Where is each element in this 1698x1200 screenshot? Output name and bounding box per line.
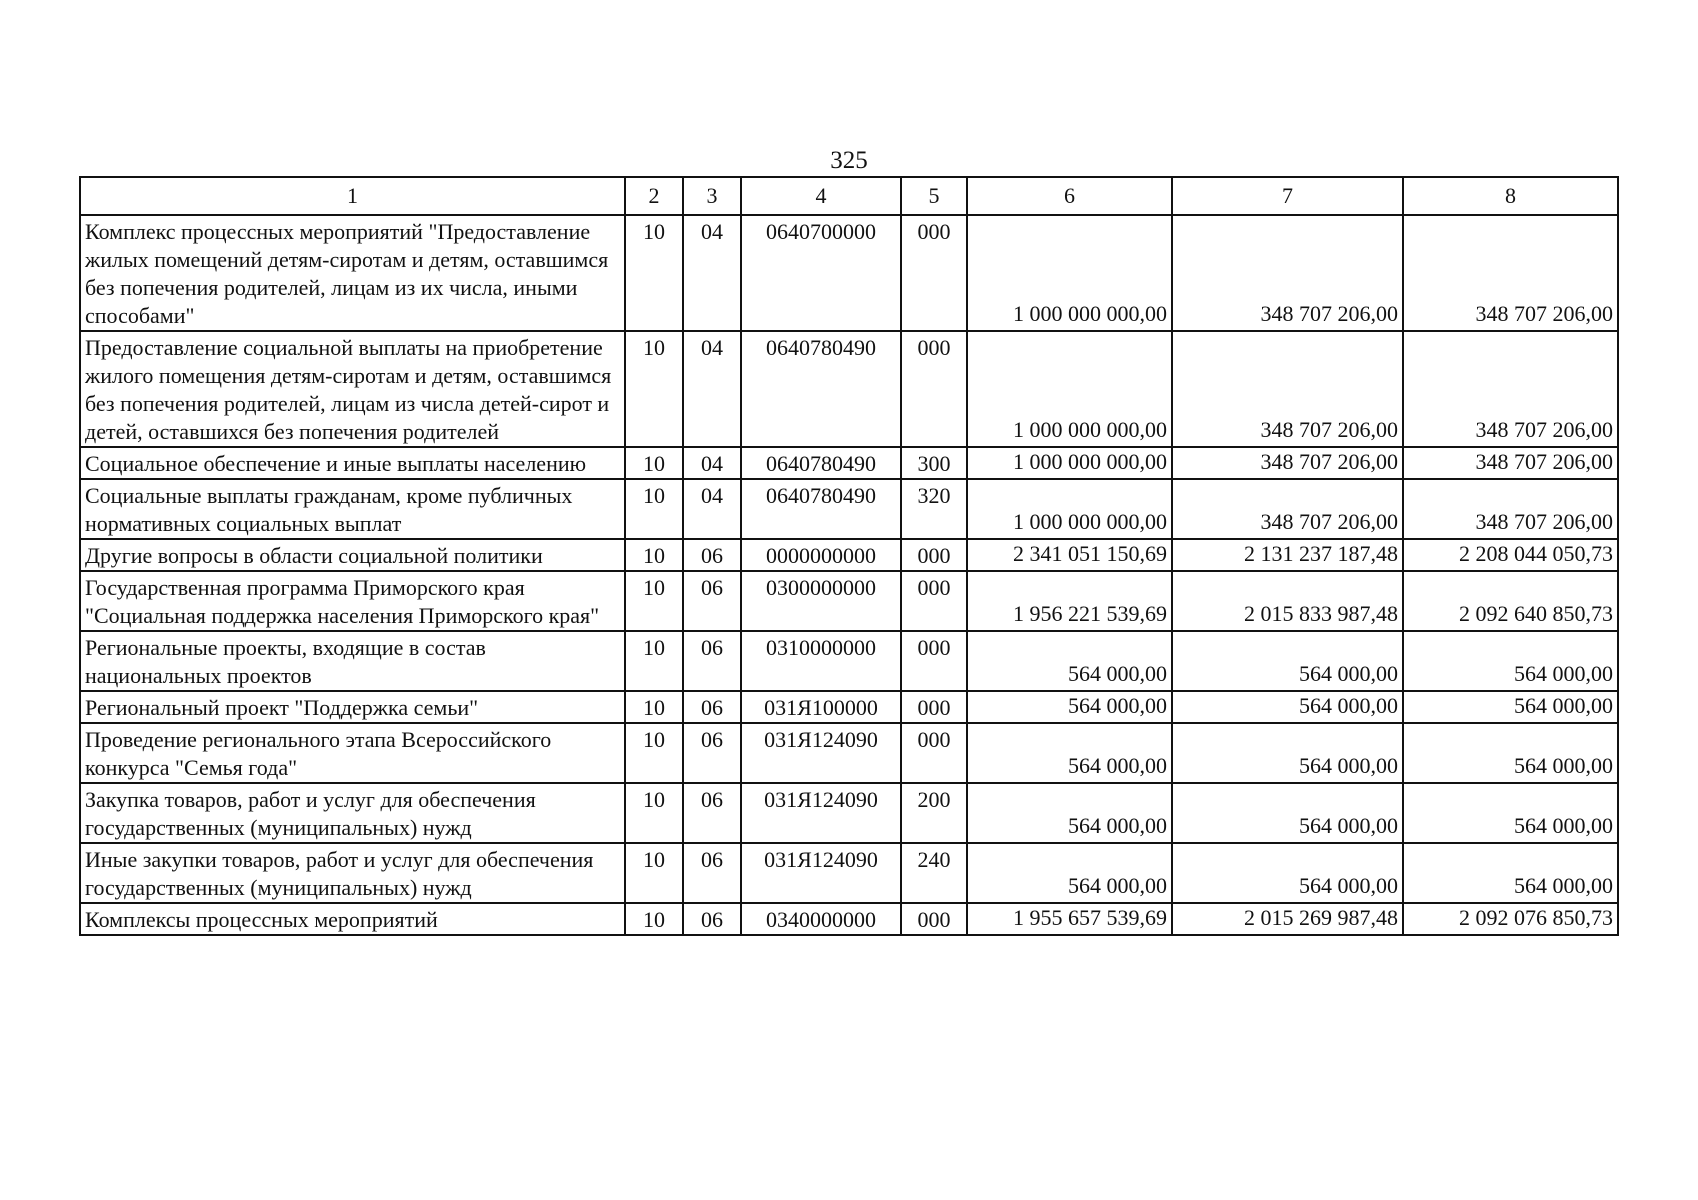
target-article-code: 0300000000 <box>741 571 901 631</box>
amount-col7: 2 131 237 187,48 <box>1172 539 1403 571</box>
column-header: 1 <box>80 177 625 215</box>
table-row <box>80 539 1618 571</box>
amount-col8: 564 000,00 <box>1403 631 1618 691</box>
column-header: 5 <box>901 177 967 215</box>
amount-col6: 564 000,00 <box>967 843 1172 903</box>
section-code: 10 <box>625 331 683 447</box>
table-row <box>80 691 1618 723</box>
expense-type-code: 000 <box>901 723 967 783</box>
amount-col8: 2 092 076 850,73 <box>1403 903 1618 935</box>
amount-col8: 564 000,00 <box>1403 691 1618 723</box>
row-name: Иные закупки товаров, работ и услуг для обеспечения государственных (муниципальных) нужд <box>80 843 625 903</box>
subsection-code: 06 <box>683 903 741 935</box>
row-name: Проведение регионального этапа Всероссийского конкурса "Семья года" <box>80 723 625 783</box>
expense-type-code: 000 <box>901 331 967 447</box>
amount-col7: 564 000,00 <box>1172 843 1403 903</box>
row-name: Комплекс процессных мероприятий "Предоставление жилых помещений детям-сиротам и детям, оставшимся без попечения родителей, лицам из их числа, иными способами" <box>80 215 625 331</box>
column-header: 2 <box>625 177 683 215</box>
amount-col7: 564 000,00 <box>1172 783 1403 843</box>
table-row <box>80 447 1618 479</box>
amount-col6: 564 000,00 <box>967 691 1172 723</box>
row-name: Региональные проекты, входящие в состав национальных проектов <box>80 631 625 691</box>
amount-col7: 348 707 206,00 <box>1172 331 1403 447</box>
subsection-code: 04 <box>683 479 741 539</box>
table-row <box>80 215 1618 331</box>
amount-col6: 1 956 221 539,69 <box>967 571 1172 631</box>
amount-col7: 348 707 206,00 <box>1172 447 1403 479</box>
expense-type-code: 300 <box>901 447 967 479</box>
amount-col7: 564 000,00 <box>1172 691 1403 723</box>
amount-col6: 2 341 051 150,69 <box>967 539 1172 571</box>
subsection-code: 06 <box>683 571 741 631</box>
table-row <box>80 903 1618 935</box>
table-row <box>80 571 1618 631</box>
subsection-code: 06 <box>683 631 741 691</box>
amount-col6: 1 000 000 000,00 <box>967 479 1172 539</box>
expense-type-code: 240 <box>901 843 967 903</box>
expense-type-code: 000 <box>901 571 967 631</box>
subsection-code: 04 <box>683 447 741 479</box>
expense-type-code: 000 <box>901 539 967 571</box>
amount-col8: 564 000,00 <box>1403 723 1618 783</box>
table-row <box>80 843 1618 903</box>
expense-type-code: 000 <box>901 691 967 723</box>
section-code: 10 <box>625 903 683 935</box>
section-code: 10 <box>625 479 683 539</box>
amount-col8: 2 092 640 850,73 <box>1403 571 1618 631</box>
section-code: 10 <box>625 215 683 331</box>
table-row <box>80 783 1618 843</box>
section-code: 10 <box>625 783 683 843</box>
amount-col7: 348 707 206,00 <box>1172 479 1403 539</box>
amount-col7: 348 707 206,00 <box>1172 215 1403 331</box>
subsection-code: 06 <box>683 783 741 843</box>
expense-type-code: 200 <box>901 783 967 843</box>
amount-col8: 564 000,00 <box>1403 843 1618 903</box>
amount-col6: 1 000 000 000,00 <box>967 331 1172 447</box>
amount-col6: 564 000,00 <box>967 723 1172 783</box>
target-article-code: 0640700000 <box>741 215 901 331</box>
amount-col7: 564 000,00 <box>1172 631 1403 691</box>
table-header-row <box>80 177 1618 215</box>
amount-col6: 1 955 657 539,69 <box>967 903 1172 935</box>
section-code: 10 <box>625 691 683 723</box>
amount-col8: 348 707 206,00 <box>1403 331 1618 447</box>
amount-col7: 2 015 833 987,48 <box>1172 571 1403 631</box>
row-name: Комплексы процессных мероприятий <box>80 903 625 935</box>
target-article-code: 0640780490 <box>741 479 901 539</box>
table-row <box>80 723 1618 783</box>
column-header: 8 <box>1403 177 1618 215</box>
amount-col8: 348 707 206,00 <box>1403 215 1618 331</box>
target-article-code: 0640780490 <box>741 331 901 447</box>
column-header: 4 <box>741 177 901 215</box>
section-code: 10 <box>625 843 683 903</box>
amount-col8: 2 208 044 050,73 <box>1403 539 1618 571</box>
amount-col6: 1 000 000 000,00 <box>967 215 1172 331</box>
subsection-code: 04 <box>683 331 741 447</box>
target-article-code: 0310000000 <box>741 631 901 691</box>
row-name: Закупка товаров, работ и услуг для обеспечения государственных (муниципальных) нужд <box>80 783 625 843</box>
column-header: 7 <box>1172 177 1403 215</box>
amount-col8: 348 707 206,00 <box>1403 479 1618 539</box>
expense-type-code: 000 <box>901 215 967 331</box>
subsection-code: 06 <box>683 723 741 783</box>
amount-col7: 2 015 269 987,48 <box>1172 903 1403 935</box>
table-row <box>80 331 1618 447</box>
section-code: 10 <box>625 447 683 479</box>
section-code: 10 <box>625 723 683 783</box>
row-name: Другие вопросы в области социальной политики <box>80 539 625 571</box>
target-article-code: 031Я100000 <box>741 691 901 723</box>
row-name: Предоставление социальной выплаты на приобретение жилого помещения детям-сиротам и детям, оставшимся без попечения родителей, лицам из числа детей-сирот и детей, оставшихся без попечения родителей <box>80 331 625 447</box>
amount-col8: 564 000,00 <box>1403 783 1618 843</box>
target-article-code: 0340000000 <box>741 903 901 935</box>
table-row <box>80 479 1618 539</box>
subsection-code: 04 <box>683 215 741 331</box>
section-code: 10 <box>625 539 683 571</box>
expense-type-code: 000 <box>901 903 967 935</box>
amount-col6: 564 000,00 <box>967 631 1172 691</box>
expense-type-code: 320 <box>901 479 967 539</box>
row-name: Социальные выплаты гражданам, кроме публичных нормативных социальных выплат <box>80 479 625 539</box>
row-name: Региональный проект "Поддержка семьи" <box>80 691 625 723</box>
amount-col8: 348 707 206,00 <box>1403 447 1618 479</box>
section-code: 10 <box>625 571 683 631</box>
row-name: Государственная программа Приморского края "Социальная поддержка населения Приморского края" <box>80 571 625 631</box>
target-article-code: 0640780490 <box>741 447 901 479</box>
section-code: 10 <box>625 631 683 691</box>
column-header: 3 <box>683 177 741 215</box>
row-name: Социальное обеспечение и иные выплаты населению <box>80 447 625 479</box>
target-article-code: 031Я124090 <box>741 723 901 783</box>
target-article-code: 031Я124090 <box>741 843 901 903</box>
budget-table <box>79 176 1619 936</box>
column-header: 6 <box>967 177 1172 215</box>
page-number: 325 <box>830 147 868 174</box>
target-article-code: 031Я124090 <box>741 783 901 843</box>
expense-type-code: 000 <box>901 631 967 691</box>
subsection-code: 06 <box>683 539 741 571</box>
amount-col6: 1 000 000 000,00 <box>967 447 1172 479</box>
amount-col7: 564 000,00 <box>1172 723 1403 783</box>
target-article-code: 0000000000 <box>741 539 901 571</box>
subsection-code: 06 <box>683 691 741 723</box>
subsection-code: 06 <box>683 843 741 903</box>
table-row <box>80 631 1618 691</box>
amount-col6: 564 000,00 <box>967 783 1172 843</box>
